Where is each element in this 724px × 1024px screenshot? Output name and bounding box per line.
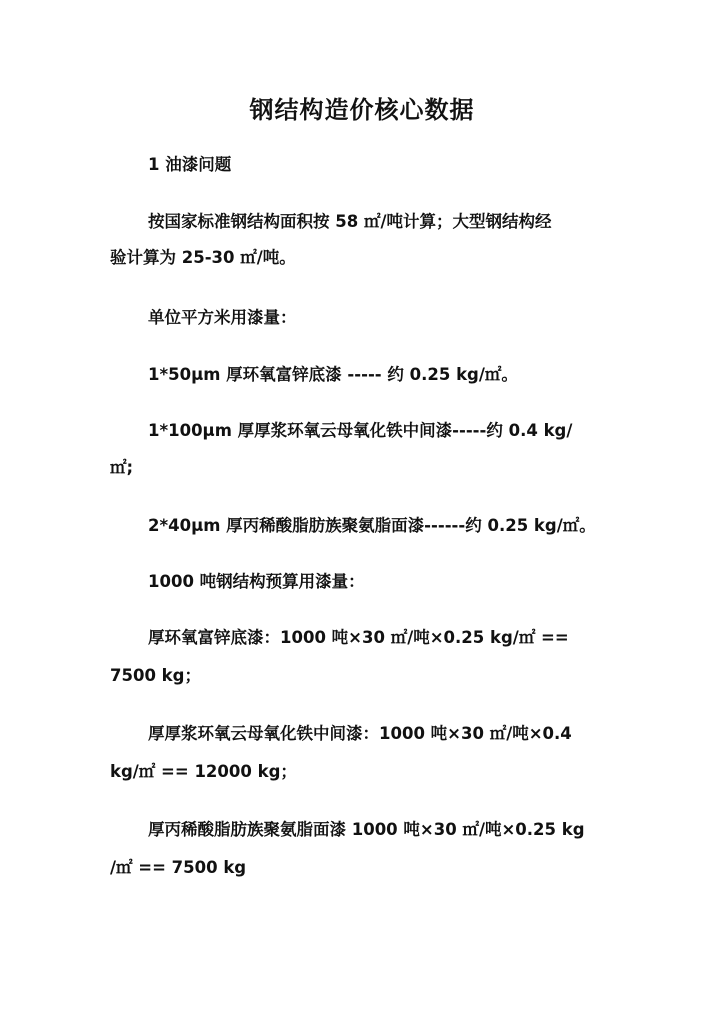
paragraph-line: 厚环氧富锌底漆：1000 吨×30 ㎡/吨×0.25 kg/㎡ == [148, 628, 569, 647]
paragraph-line: 按国家标准钢结构面积按 58 ㎡/吨计算；大型钢结构经 [148, 212, 552, 231]
page-title: 钢结构造价核心数据 [249, 96, 475, 124]
paragraph-line: kg/㎡ == 12000 kg； [110, 762, 297, 781]
paragraph-intermediate-cont [110, 450, 616, 486]
paragraph-topcoat [110, 508, 616, 544]
paragraph-topcoat-budget [110, 812, 616, 848]
paragraph-budget-heading [110, 564, 616, 600]
paragraph-line: /㎡ == 7500 kg [110, 858, 247, 877]
paragraph-line: 2*40μm 厚丙稀酸脂肪族聚氨脂面漆------约 0.25 kg/㎡。 [148, 516, 596, 535]
paragraph-line: 厚厚浆环氧云母氧化铁中间漆：1000 吨×30 ㎡/吨×0.4 [148, 724, 572, 743]
paragraph-primer [110, 357, 616, 393]
paragraph-intermediate-budget [110, 716, 616, 752]
paragraph-line: 1000 吨钢结构预算用漆量： [148, 572, 365, 591]
paragraph-topcoat-budget-cont [110, 850, 616, 886]
paragraph-primer-budget-cont [110, 658, 616, 694]
section-heading-text: 1 油漆问题 [148, 155, 232, 174]
paragraph-intermediate-budget-cont [110, 754, 616, 790]
paragraph-line: 1*100μm 厚厚浆环氧云母氧化铁中间漆-----约 0.4 kg/ [148, 421, 573, 440]
paragraph-line: 厚丙稀酸脂肪族聚氨脂面漆 1000 吨×30 ㎡/吨×0.25 kg [148, 820, 585, 839]
paragraph-line: 验计算为 25-30 ㎡/吨。 [110, 248, 296, 267]
paragraph-line: 单位平方米用漆量： [148, 308, 297, 327]
paragraph-line: 7500 kg； [110, 666, 201, 685]
paragraph-primer-budget [110, 620, 616, 656]
paragraph-line: ㎡; [110, 458, 134, 477]
paragraph-area-ratio-cont [110, 240, 616, 276]
paragraph-unit-usage [110, 300, 616, 336]
paragraph-intermediate [110, 413, 616, 449]
paragraph-line: 1*50μm 厚环氧富锌底漆 ----- 约 0.25 kg/㎡。 [148, 365, 518, 384]
section-heading [110, 147, 616, 183]
paragraph-area-ratio [110, 204, 616, 240]
